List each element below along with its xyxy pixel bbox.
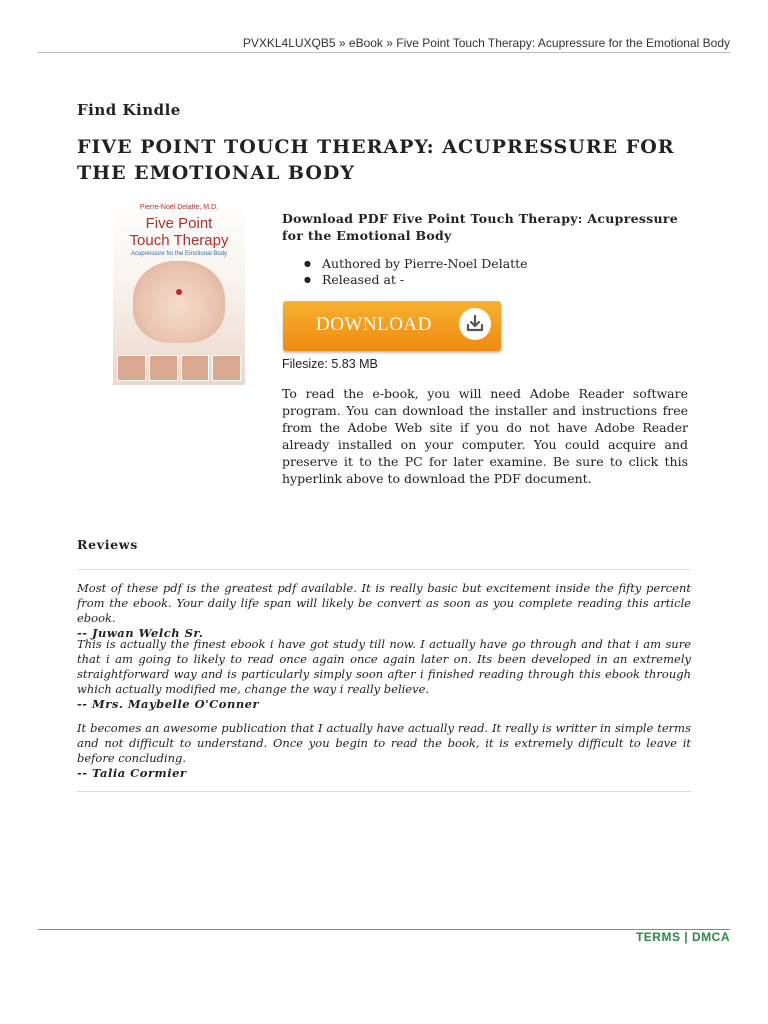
instructions-paragraph: To read the e-book, you will need Adobe Reader software program. You can download the installer and instructions free from the Adobe Web site if you do not have Adobe Reader already installed on your computer. You could acquire and preserve it to the PC for later examine. Be sure to click this hyperlink above to download the PDF document. xyxy=(282,386,688,486)
review-author: -- Talia Cormier xyxy=(77,766,187,780)
review-author: -- Mrs. Maybelle O'Conner xyxy=(77,697,260,711)
cover-title xyxy=(113,215,245,249)
review-text: Most of these pdf is the greatest pdf available. It is really basic but excitement inside the fifty percent from the ebook. Your daily life span will likely be convert as soon as you complete reading this article ebook. xyxy=(77,581,691,625)
footer-links xyxy=(636,930,730,944)
footer-separator: | xyxy=(684,930,689,944)
cover-title-line-2: Touch Therapy xyxy=(129,232,229,249)
book-meta-list xyxy=(282,256,528,288)
review-item xyxy=(77,721,691,781)
meta-author: ● Authored by Pierre-Noel Delatte xyxy=(282,256,528,272)
review-item xyxy=(77,581,691,641)
terms-link[interactable]: TERMS xyxy=(635,930,681,944)
cover-thumbnail xyxy=(212,355,241,381)
breadcrumb: PVXKL4LUXQB5 » eBook » Five Point Touch Therapy: Acupressure for the Emotional Body xyxy=(242,36,730,50)
download-icon xyxy=(459,308,491,340)
book-cover xyxy=(113,197,245,385)
cover-face-image xyxy=(133,261,225,343)
cover-thumbnail-strip xyxy=(117,355,241,381)
cover-subtitle: Acupressure for the Emotional Body xyxy=(130,251,228,257)
reviews-heading: Reviews xyxy=(77,537,139,552)
header-divider xyxy=(38,52,730,53)
cover-thumbnail xyxy=(181,355,210,381)
review-item xyxy=(77,637,691,712)
review-text: This is actually the finest ebook i have got study till now. I actually have go through and that i am sure that i am going to likely to read once again once again later on. Its been developed in an extremely straightforward way and is particularly simply soon after i finished reading through this ebook through which actually modified me, change the way i really believe. xyxy=(77,637,691,696)
download-button[interactable] xyxy=(283,301,501,351)
review-author: -- Juwan Welch Sr. xyxy=(77,626,204,640)
cover-title-line-1: Five Point xyxy=(145,215,213,232)
download-button-label: DOWNLOAD xyxy=(316,314,432,335)
filesize: Filesize: 5.83 MB xyxy=(282,357,378,371)
meta-released: ● Released at - xyxy=(282,272,528,288)
page-title: FIVE POINT TOUCH THERAPY: ACUPRESSURE FOR THE EMOTIONAL BODY xyxy=(77,136,675,184)
review-text: It becomes an awesome publication that I actually have actually read. It really is writter in simple terms and not difficult to understand. Once you begin to read the book, it is extremely difficult to leave it before concluding. xyxy=(77,721,691,765)
reviews-divider-top xyxy=(77,569,691,570)
download-heading: Download PDF Five Point Touch Therapy: Acupressure for the Emotional Body xyxy=(282,211,679,243)
reviews-divider-bottom xyxy=(77,791,691,792)
dmca-link[interactable]: DMCA xyxy=(692,930,730,944)
footer-divider xyxy=(38,929,730,930)
cover-thumbnail xyxy=(149,355,178,381)
cover-thumbnail xyxy=(117,355,146,381)
page-kicker: Find Kindle xyxy=(77,101,181,119)
cover-author: Pierre-Noël Delatte, M.D. xyxy=(139,204,219,211)
cover-pressure-point xyxy=(176,289,182,295)
